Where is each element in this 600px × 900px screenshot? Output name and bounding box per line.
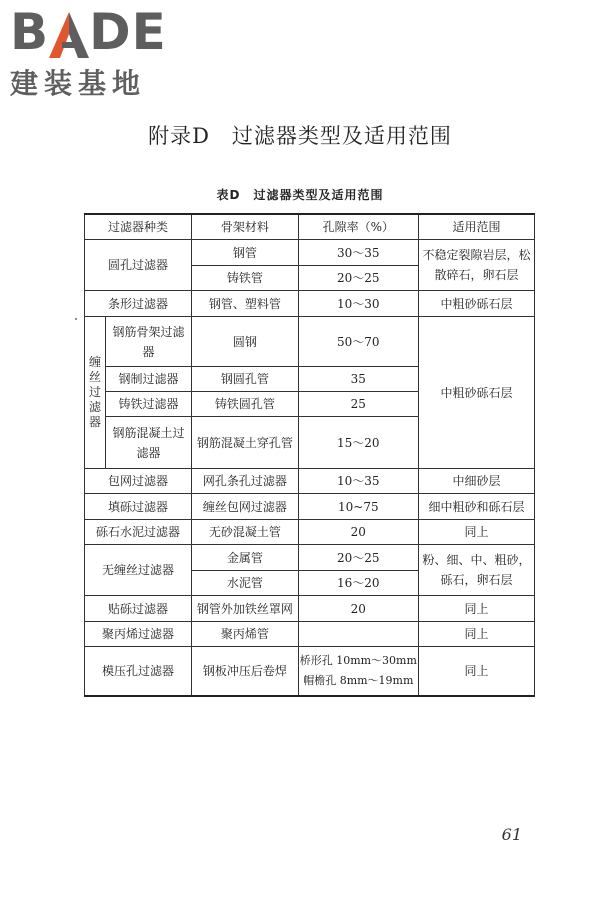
cell-material: 无砂混凝土管 — [192, 520, 299, 545]
cell-porosity: 15～20 — [298, 417, 418, 469]
cell-type: 铸铁过滤器 — [106, 392, 192, 417]
cell-type: 钢制过滤器 — [106, 367, 192, 392]
group-label: 缠丝过滤器 — [88, 355, 101, 429]
header-type: 过滤器种类 — [85, 214, 192, 240]
cell-material: 水泥管 — [192, 571, 299, 596]
cell-scope: 中粗砂砾石层 — [418, 317, 534, 469]
cell-material: 钢筋混凝土穿孔管 — [192, 417, 299, 469]
table-caption: 表D 过滤器类型及适用范围 — [216, 188, 384, 202]
cell-scope: 中粗砂砾石层 — [418, 291, 534, 317]
cell-porosity — [298, 647, 418, 696]
cell-scope: 不稳定裂隙岩层，松散碎石，卵石层 — [418, 240, 534, 291]
page-number: 61 — [501, 825, 522, 844]
bade-logo — [10, 3, 180, 102]
logo-letter-a — [49, 6, 89, 58]
cell-scope: 同上 — [418, 520, 534, 545]
cell-material: 钢圆孔管 — [192, 367, 299, 392]
header-material: 骨架材料 — [192, 214, 299, 240]
logo-letter-d: D — [89, 3, 132, 61]
table-row — [85, 494, 535, 520]
cell-scope: 粉、细、中、粗砂，砾石，卵石层 — [418, 545, 534, 596]
cell-scope: 同上 — [418, 647, 534, 696]
cell-porosity: 20 — [298, 520, 418, 545]
table-row — [85, 596, 535, 622]
porosity-line: 帽檐孔 8mm～19mm — [303, 673, 414, 687]
cell-type: 钢筋骨架过滤器 — [106, 317, 192, 367]
cell-material: 圆钢 — [192, 317, 299, 367]
cell-porosity: 10～30 — [298, 291, 418, 317]
cell-porosity: 20 — [298, 596, 418, 622]
table-row — [85, 647, 535, 696]
appendix-title: 附录D 过滤器类型及适用范围 — [148, 124, 452, 148]
cell-scope: 中细砂层 — [418, 469, 534, 494]
stray-dot — [75, 318, 77, 320]
header-scope: 适用范围 — [418, 214, 534, 240]
cell-material: 钢管外加铁丝罩网 — [192, 596, 299, 622]
cell-material: 聚丙烯管 — [192, 622, 299, 647]
cell-material: 网孔条孔过滤器 — [192, 469, 299, 494]
table-row — [85, 240, 535, 266]
cell-porosity: 16～20 — [298, 571, 418, 596]
cell-porosity: 10～35 — [298, 469, 418, 494]
cell-material: 铸铁管 — [192, 266, 299, 291]
table-header-row — [85, 214, 535, 240]
cell-type: 圆孔过滤器 — [85, 240, 192, 291]
cell-scope: 同上 — [418, 622, 534, 647]
cell-type: 聚丙烯过滤器 — [85, 622, 192, 647]
cell-material: 钢管 — [192, 240, 299, 266]
table-row — [85, 469, 535, 494]
logo-tagline: 建装基地 — [10, 67, 147, 100]
porosity-line: 桥形孔 10mm～30mm — [299, 653, 417, 667]
filter-table — [84, 213, 535, 697]
cell-type: 模压孔过滤器 — [85, 647, 192, 696]
cell-porosity: 50～70 — [298, 317, 418, 367]
cell-type: 砾石水泥过滤器 — [85, 520, 192, 545]
cell-type: 填砾过滤器 — [85, 494, 192, 520]
cell-type: 条形过滤器 — [85, 291, 192, 317]
cell-porosity: 20～25 — [298, 266, 418, 291]
logo-letter-e: E — [131, 3, 167, 61]
cell-scope: 细中粗砂和砾石层 — [418, 494, 534, 520]
cell-scope: 同上 — [418, 596, 534, 622]
table-row — [85, 520, 535, 545]
table-row — [85, 545, 535, 571]
group-label-cell — [85, 317, 106, 469]
cell-porosity: 30～35 — [298, 240, 418, 266]
cell-porosity: 20～25 — [298, 545, 418, 571]
cell-material: 金属管 — [192, 545, 299, 571]
cell-type: 贴砾过滤器 — [85, 596, 192, 622]
cell-material: 缠丝包网过滤器 — [192, 494, 299, 520]
cell-porosity: 25 — [298, 392, 418, 417]
table-row — [85, 622, 535, 647]
table-row — [85, 317, 535, 367]
cell-material: 钢板冲压后卷焊 — [192, 647, 299, 696]
cell-type: 钢筋混凝土过滤器 — [106, 417, 192, 469]
cell-type: 无缠丝过滤器 — [85, 545, 192, 596]
logo-letter-b: B — [10, 3, 50, 61]
logo-wordmark — [10, 3, 180, 61]
cell-porosity — [298, 622, 418, 647]
cell-type: 包网过滤器 — [85, 469, 192, 494]
header-porosity: 孔隙率（%） — [298, 214, 418, 240]
cell-porosity: 35 — [298, 367, 418, 392]
table-row — [85, 291, 535, 317]
cell-material: 铸铁圆孔管 — [192, 392, 299, 417]
cell-porosity: 10~75 — [298, 494, 418, 520]
cell-material: 钢管、塑料管 — [192, 291, 299, 317]
